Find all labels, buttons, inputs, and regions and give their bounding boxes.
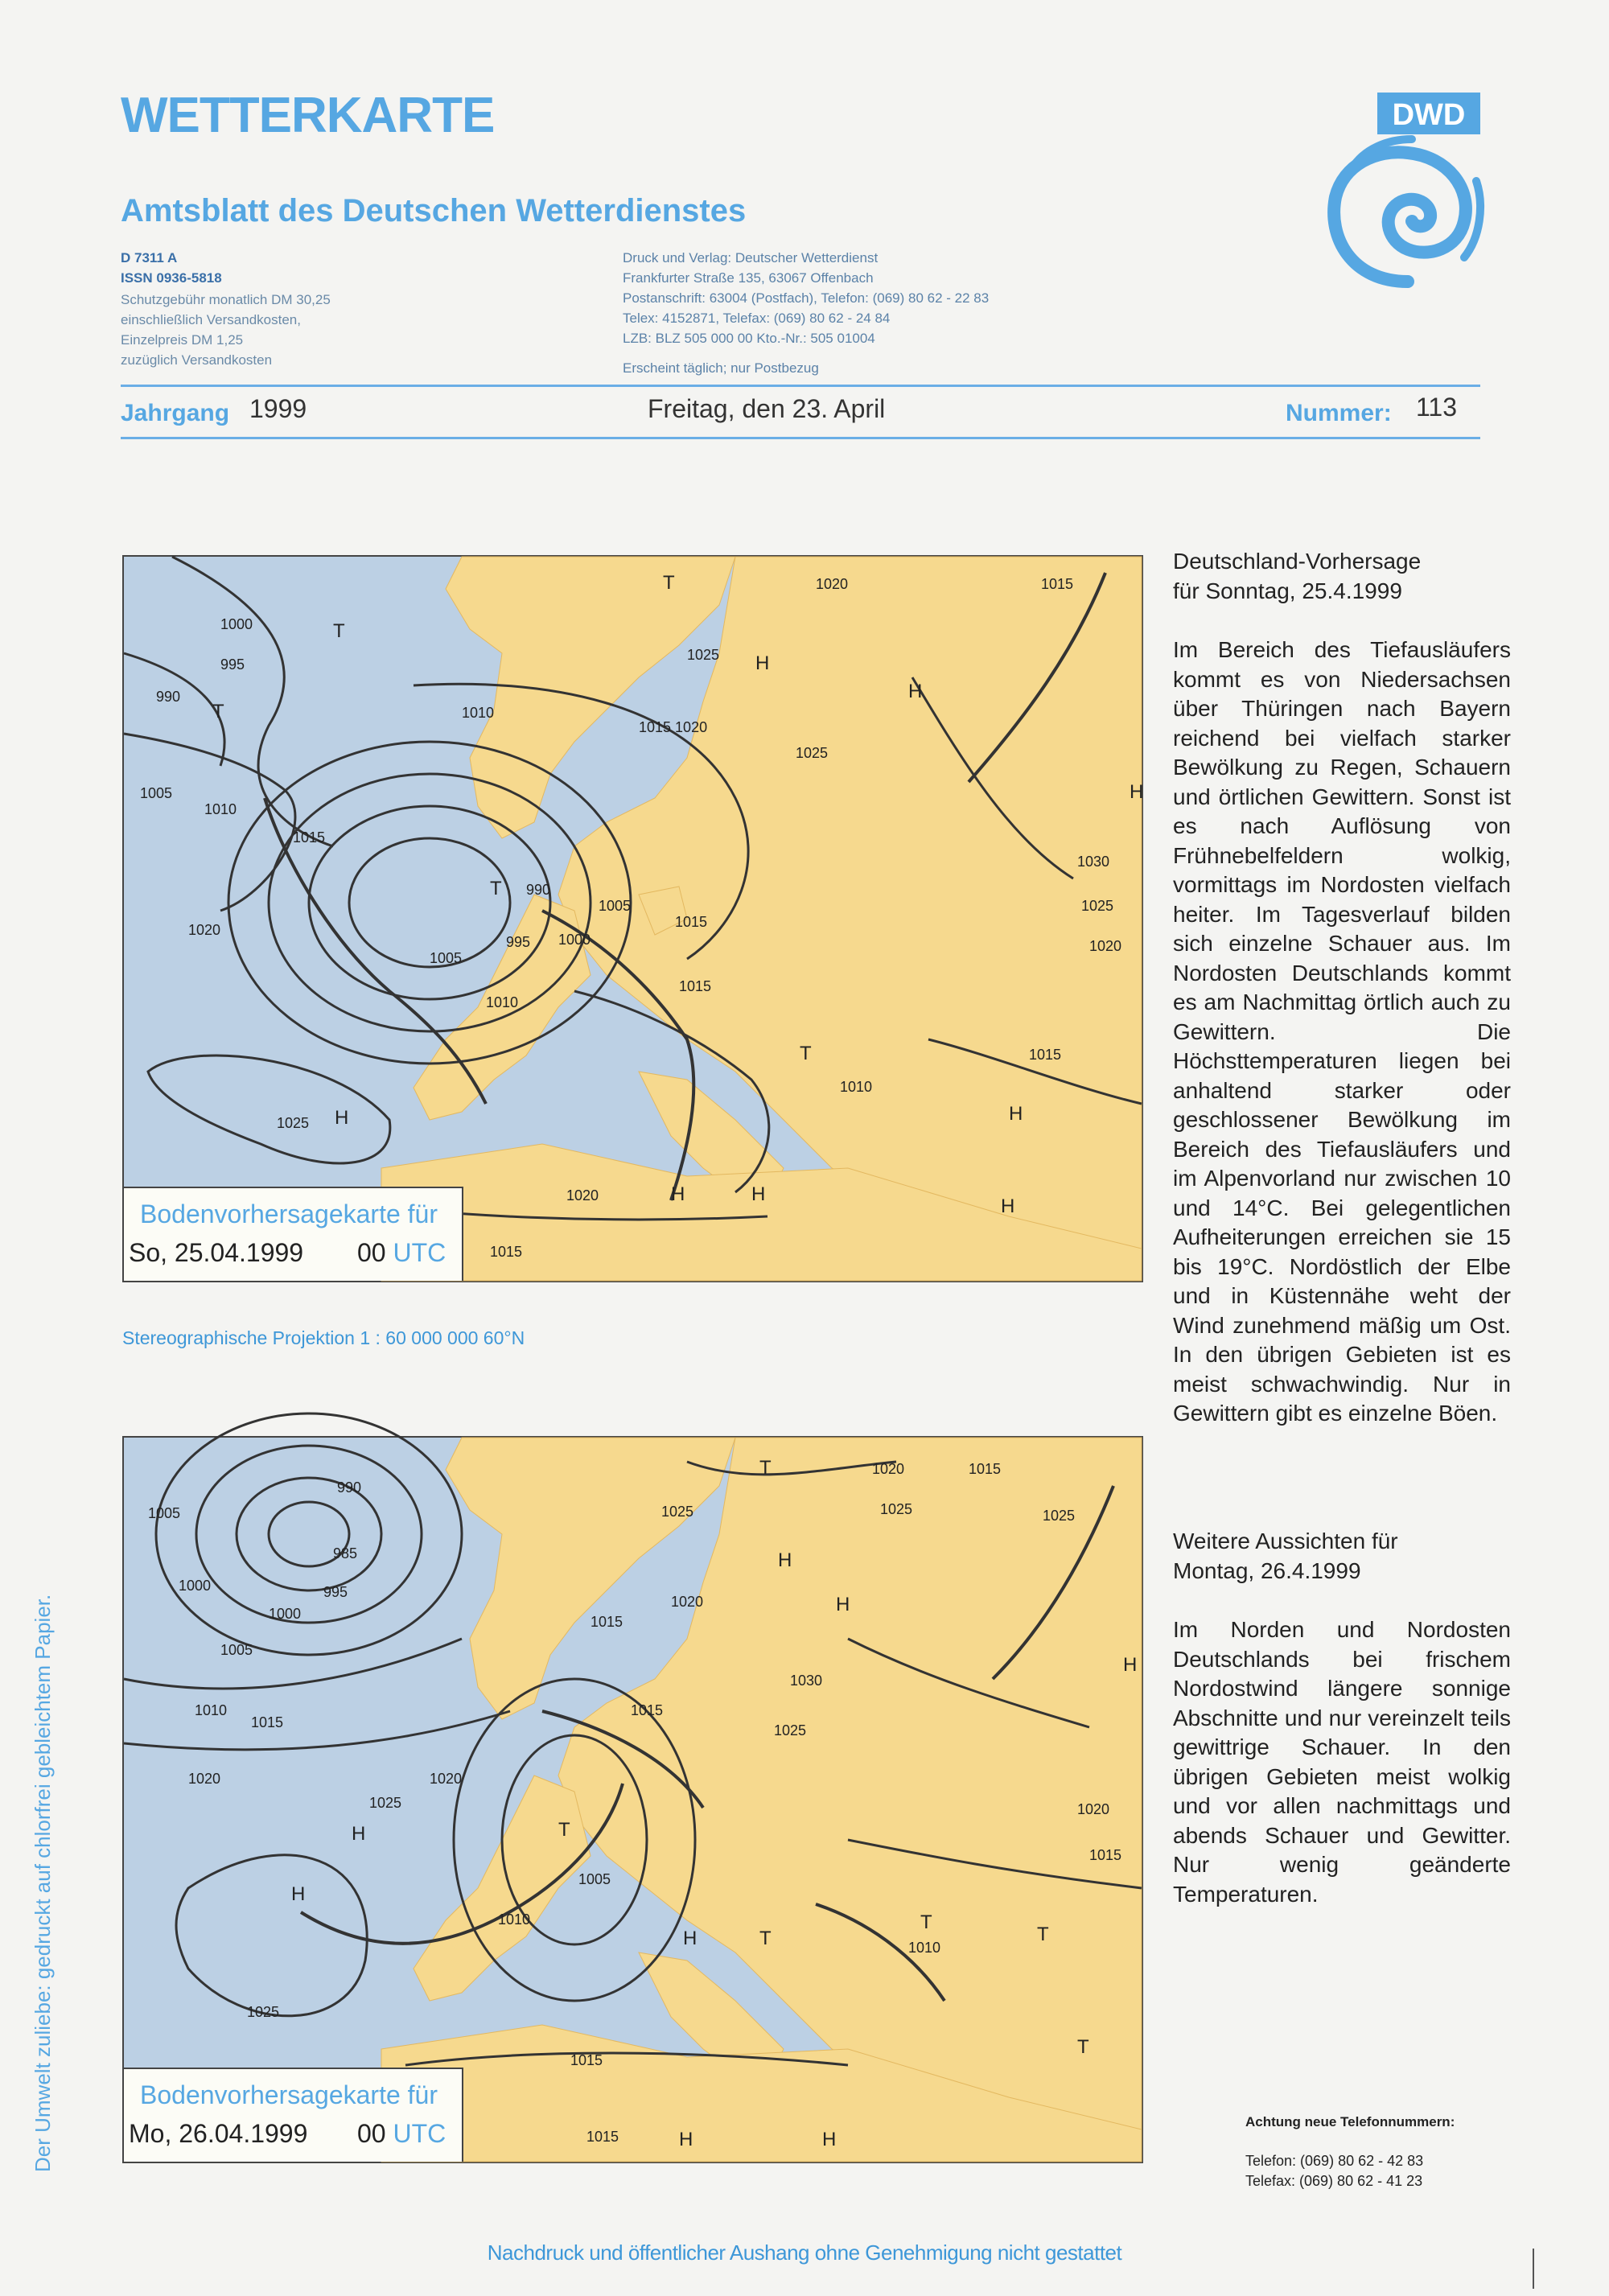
pressure-center: T: [663, 572, 675, 594]
isobar-label: 1015: [251, 1714, 284, 1730]
pressure-center: T: [1077, 2036, 1089, 2058]
isobar-label: 1020: [671, 1594, 704, 1610]
outlook-monday-heading: [1173, 1527, 1511, 1586]
isobar-label: 1005: [220, 1642, 253, 1658]
isobar-label: 990: [156, 689, 181, 705]
isobar-label: 1015: [490, 1244, 523, 1260]
pressure-center: H: [291, 1883, 306, 1905]
phone-number: Telefon: (069) 80 62 - 42 83: [1245, 2153, 1424, 2169]
isobar-label: 1015: [591, 1614, 623, 1630]
isobar-label: 1005: [578, 1871, 611, 1887]
map-graphic: [124, 1438, 1142, 2162]
isobar-label: 1025: [369, 1795, 402, 1811]
isobar-label: 1025: [1081, 898, 1114, 914]
pressure-center: H: [1130, 781, 1144, 803]
isobar-label: 1020: [188, 1771, 221, 1787]
isobar-label: 1005: [599, 898, 632, 914]
heading-line: Weitere Aussichten für: [1173, 1529, 1398, 1553]
pressure-center: H: [352, 1823, 366, 1845]
dwd-logo: [1319, 93, 1496, 294]
pressure-center: T: [920, 1911, 932, 1933]
isobar-label: 1010: [498, 1911, 531, 1928]
fee-line: zuzüglich Versandkosten: [121, 352, 273, 368]
isobar-label: 995: [323, 1584, 348, 1600]
map-label-hour: 00: [357, 2119, 386, 2148]
isobar-label: 1030: [1077, 854, 1110, 870]
isobar-label: 1010: [204, 801, 237, 817]
isobar-label: 1010: [462, 705, 495, 721]
isobar-label: 1015: [679, 978, 712, 994]
issue-date: Freitag, den 23. April: [648, 394, 886, 423]
fee-line: Schutzgebühr monatlich DM 30,25: [121, 292, 331, 307]
publisher-line: Telex: 4152871, Telefax: (069) 80 62 - 24 84: [623, 311, 891, 326]
isobar-label: 1025: [277, 1115, 310, 1131]
pressure-center: T: [759, 1457, 772, 1479]
isobar-label: 1000: [558, 932, 591, 948]
isobar-label: 990: [337, 1479, 362, 1496]
isobar-label: 1025: [247, 2004, 280, 2020]
code-line: D 7311 A: [121, 250, 178, 265]
isobar-label: 1025: [880, 1501, 913, 1517]
isobar-label: 1025: [774, 1722, 807, 1738]
isobar-label: 1020: [1089, 938, 1122, 954]
forecast-map-sunday: [122, 555, 1143, 1282]
map-label-utc: UTC: [393, 1238, 446, 1267]
isobar-label: 1015: [293, 829, 326, 846]
pressure-center: H: [1123, 1654, 1138, 1676]
map-label-title: Bodenvorhersagekarte für: [140, 1199, 438, 1228]
publication-subtitle: Amtsblatt des Deutschen Wetterdienstes: [121, 193, 747, 228]
pressure-center: T: [800, 1043, 812, 1064]
publication-title: WETTERKARTE: [121, 88, 495, 143]
pressure-center: H: [683, 1928, 698, 1949]
map-label-time: [357, 2119, 446, 2149]
header-rule-bottom: [121, 437, 1480, 439]
isobar-label: 1015: [586, 2129, 619, 2145]
publisher-line: Postanschrift: 63004 (Postfach), Telefon: (069) 80 62 - 22 83: [623, 290, 990, 306]
map-label-date: So, 25.04.1999: [129, 1238, 304, 1267]
fee-line: Einzelpreis DM 1,25: [121, 332, 244, 348]
isobar-label: 1015: [1041, 576, 1074, 592]
isobar-label: 1010: [908, 1940, 941, 1956]
phone-change-notice: Achtung neue Telefonnummern:: [1245, 2114, 1455, 2129]
pressure-center: H: [751, 1183, 766, 1205]
isobar-label: 1025: [796, 745, 829, 761]
publisher-line: Druck und Verlag: Deutscher Wetterdienst: [623, 250, 879, 265]
isobar-label: 1025: [1043, 1508, 1076, 1524]
publisher-line: LZB: BLZ 505 000 00 Kto.-Nr.: 505 01004: [623, 331, 875, 346]
pressure-center: H: [679, 2129, 693, 2150]
jahrgang-label: Jahrgang: [121, 400, 230, 426]
map-label-date: Mo, 26.04.1999: [129, 2119, 308, 2148]
isobar-label: 1025: [661, 1504, 694, 1520]
pressure-center: H: [822, 2129, 837, 2150]
pressure-center: H: [836, 1594, 850, 1615]
pressure-center: T: [558, 1819, 570, 1841]
isobar-label: 1015: [631, 1702, 664, 1718]
margin-mark: [1533, 2249, 1534, 2289]
isobar-label: 1015: [1089, 1847, 1122, 1863]
code-line: ISSN 0936-5818: [121, 270, 222, 286]
isobar-label: 1020: [188, 922, 221, 938]
isobar-label: 1010: [840, 1079, 873, 1095]
pressure-center: H: [778, 1549, 792, 1571]
contact-numbers: [1245, 2151, 1423, 2191]
fee-info: [121, 290, 331, 370]
fee-line: einschließlich Versandkosten,: [121, 312, 301, 327]
pressure-center: H: [671, 1183, 685, 1205]
map-legend: [124, 2068, 463, 2162]
outlook-monday-text: Im Norden und Nordosten Deutschlands bei frischem Nordostwind längere sonnige Abschnitte und nur vereinzelt teils gewittrige Schauer. In den übrigen Gebieten meist wolkig und vor allen nachmittags und abends Schauer und Gewitter. Nur wenig geänderte Temperaturen.: [1173, 1617, 1511, 1907]
isobar-label: 1020: [430, 1771, 463, 1787]
pressure-center: T: [1037, 1924, 1049, 1945]
pressure-center: H: [335, 1107, 349, 1129]
isobar-label: 1000: [179, 1578, 212, 1594]
jahrgang-value: 1999: [249, 394, 307, 423]
pressure-center: H: [755, 652, 770, 674]
isobar-label: 1030: [790, 1673, 823, 1689]
pressure-center: H: [908, 681, 923, 702]
isobar-label: 1020: [872, 1461, 905, 1477]
isobar-label: 1020: [816, 576, 849, 592]
isobar-label: 1020: [1077, 1801, 1110, 1817]
pressure-center: H: [1001, 1195, 1015, 1217]
isobar-label: 1005: [148, 1505, 181, 1521]
map-label-utc: UTC: [393, 2119, 446, 2148]
publication-codes: [121, 248, 222, 288]
map-label-time: [357, 1238, 446, 1268]
isobar-label: 1020: [566, 1187, 599, 1204]
nummer-value: 113: [1416, 393, 1458, 422]
copyright-footer: Nachdruck und öffentlicher Aushang ohne Genehmigung nicht gestattet: [487, 2240, 1122, 2265]
isobar-label: 1005: [430, 950, 463, 966]
projection-note: Stereographische Projektion 1 : 60 000 000 60°N: [122, 1327, 525, 1348]
forecast-sunday-text: Im Bereich des Tiefausläufers kommt es von Niedersachsen über Thüringen nach Bayern reichend bei vielfach starker Bewölkung zu Regen, Schauern und örtlichen Gewittern. Sonst ist es nach Auflösung von Frühnebelfeldern wolkig, vormittags im Nordosten vielfach heiter. Im Tagesverlauf bilden sich einzelne Schauer aus. Im Nordosten Deutschlands kommt es am Nachmittag örtlich auch zu Gewittern. Die Höchsttemperaturen liegen bei anhaltend starker oder geschlossener Bewölkung im Bereich des Tiefausläufers und im Alpenvorland nur zwischen 10 und 14°C. Bei gelegentlichen Aufheiterungen erreichen sie 15 bis 19°C. Nordöstlich der Elbe und in Küstennähe weht der Wind zunehmend mäßig um Ost. In den übrigen Gebieten ist es meist schwachwindig. Nur in Gewittern gibt es einzelne Böen.: [1173, 637, 1511, 1426]
map-graphic: [124, 557, 1142, 1281]
isobar-label: 1010: [486, 994, 519, 1010]
isobar-label: 985: [333, 1545, 358, 1562]
nummer-label: Nummer:: [1286, 400, 1392, 426]
isobar-label: 1000: [220, 616, 253, 632]
heading-line: Montag, 26.4.1999: [1173, 1557, 1361, 1583]
heading-line: für Sonntag, 25.4.1999: [1173, 578, 1402, 603]
heading-line: Deutschland-Vorhersage: [1173, 549, 1422, 574]
isobar-label: 1015: [570, 2052, 603, 2068]
isobar-label: 1015: [969, 1461, 1002, 1477]
isobar-label: 995: [220, 656, 245, 673]
map-label-hour: 00: [357, 1238, 386, 1267]
forecast-sunday-heading: [1173, 547, 1511, 606]
isobar-label: 1015 1020: [639, 719, 708, 735]
pressure-center: H: [1009, 1103, 1023, 1125]
isobar-label: 1005: [140, 785, 173, 801]
isobar-label: 1025: [687, 647, 720, 663]
fax-number: Telefax: (069) 80 62 - 41 23: [1245, 2173, 1423, 2189]
pressure-center: T: [490, 878, 502, 899]
forecast-map-monday: [122, 1436, 1143, 2163]
isobar-label: 995: [506, 934, 531, 950]
eco-paper-note: Der Umwelt zuliebe: gedruckt auf chlorfrei gebleichtem Papier.: [31, 1594, 55, 2172]
publisher-line: Frankfurter Straße 135, 63067 Offenbach: [623, 270, 874, 286]
isobar-label: 1000: [269, 1606, 302, 1622]
pressure-center: T: [759, 1928, 772, 1949]
header-rule-top: [121, 385, 1480, 387]
pressure-center: T: [212, 701, 224, 722]
publisher-info: [623, 248, 989, 348]
map-label-title: Bodenvorhersagekarte für: [140, 2080, 438, 2109]
logo-text: DWD: [1392, 98, 1466, 132]
isobar-label: 1015: [675, 914, 708, 930]
map-legend: [124, 1187, 463, 1281]
isobar-label: 1010: [195, 1702, 228, 1718]
isobar-label: 1015: [1029, 1047, 1062, 1063]
pressure-center: T: [333, 620, 345, 642]
appearance-note: Erscheint täglich; nur Postbezug: [623, 360, 819, 376]
isobar-label: 990: [526, 882, 551, 898]
